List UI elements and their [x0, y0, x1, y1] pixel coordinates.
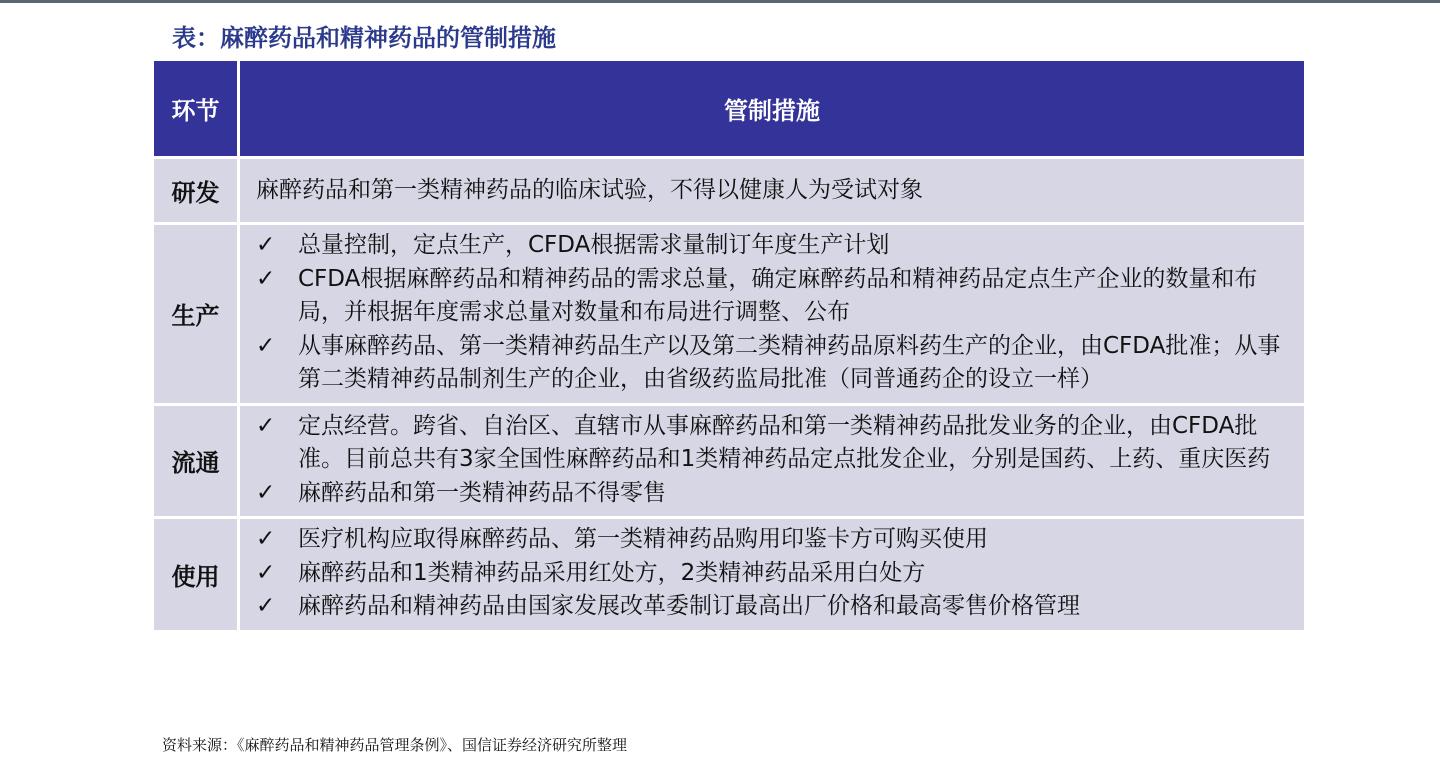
measure-text: 麻醉药品和第一类精神药品的临床试验，不得以健康人为受试对象: [256, 176, 923, 203]
list-item: [256, 523, 1298, 557]
header-measures: 管制措施: [240, 61, 1304, 156]
measure-text: 总量控制，定点生产，CFDA根据需求量制订年度生产计划: [298, 232, 890, 258]
table-row-rd: [154, 156, 1304, 222]
stage-label: 使用: [154, 516, 240, 630]
list-item: [256, 263, 1298, 330]
measure-text: 麻醉药品和第一类精神药品不得零售: [298, 479, 666, 506]
measure-text: 医疗机构应取得麻醉药品、第一类精神药品购用印鉴卡方可购买使用: [298, 526, 988, 552]
list-item: [256, 410, 1298, 477]
check-icon: ✓: [256, 265, 276, 292]
check-icon: ✓: [256, 593, 276, 619]
check-icon: ✓: [256, 412, 276, 439]
check-icon: ✓: [256, 332, 276, 359]
stage-label: 流通: [154, 403, 240, 517]
check-icon: ✓: [256, 559, 276, 586]
measure-text: 麻醉药品和1类精神药品采用红处方，2类精神药品采用白处方: [298, 559, 926, 586]
row-content: [240, 222, 1304, 403]
table-title: 表：麻醉药品和精神药品的管制措施: [172, 23, 556, 52]
measure-text: CFDA根据麻醉药品和精神药品的需求总量，确定麻醉药品和精神药品定点生产企业的数量和布局，并根据年度需求总量对数量和布局进行调整、公布: [298, 265, 1258, 325]
stage-label: 生产: [154, 222, 240, 403]
header-stage: 环节: [154, 61, 240, 156]
table-row-distribution: [154, 403, 1304, 517]
table-row-use: [154, 516, 1304, 630]
measure-text: 从事麻醉药品、第一类精神药品生产以及第二类精神药品原料药生产的企业，由CFDA批准；从事第二类精神药品制剂生产的企业，由省级药监局批准（同普通药企的设立一样）: [298, 332, 1281, 392]
row-content: [240, 156, 1304, 222]
source-note: 资料来源：《麻醉药品和精神药品管理条例》、国信证券经济研究所整理: [162, 736, 628, 754]
check-icon: ✓: [256, 526, 276, 552]
stage-label: 研发: [154, 156, 240, 222]
check-icon: ✓: [256, 479, 276, 506]
list-item: [256, 590, 1298, 624]
measures-table: [154, 61, 1304, 630]
measure-text: 定点经营。跨省、自治区、直辖市从事麻醉药品和第一类精神药品批发业务的企业，由CFDA批准。目前总共有3家全国性麻醉药品和1类精神药品定点批发企业，分别是国药、上药、重庆医药: [298, 412, 1271, 472]
row-content: [240, 403, 1304, 517]
table-row-production: [154, 222, 1304, 403]
measure-text: 麻醉药品和精神药品由国家发展改革委制订最高出厂价格和最高零售价格管理: [298, 593, 1080, 619]
top-rule: [0, 0, 1440, 3]
list-item: [256, 229, 1298, 263]
list-item: [256, 557, 1298, 591]
check-icon: ✓: [256, 232, 276, 258]
list-item: [256, 330, 1298, 397]
list-item: [256, 477, 1298, 511]
table-header-row: [154, 61, 1304, 156]
row-content: [240, 516, 1304, 630]
